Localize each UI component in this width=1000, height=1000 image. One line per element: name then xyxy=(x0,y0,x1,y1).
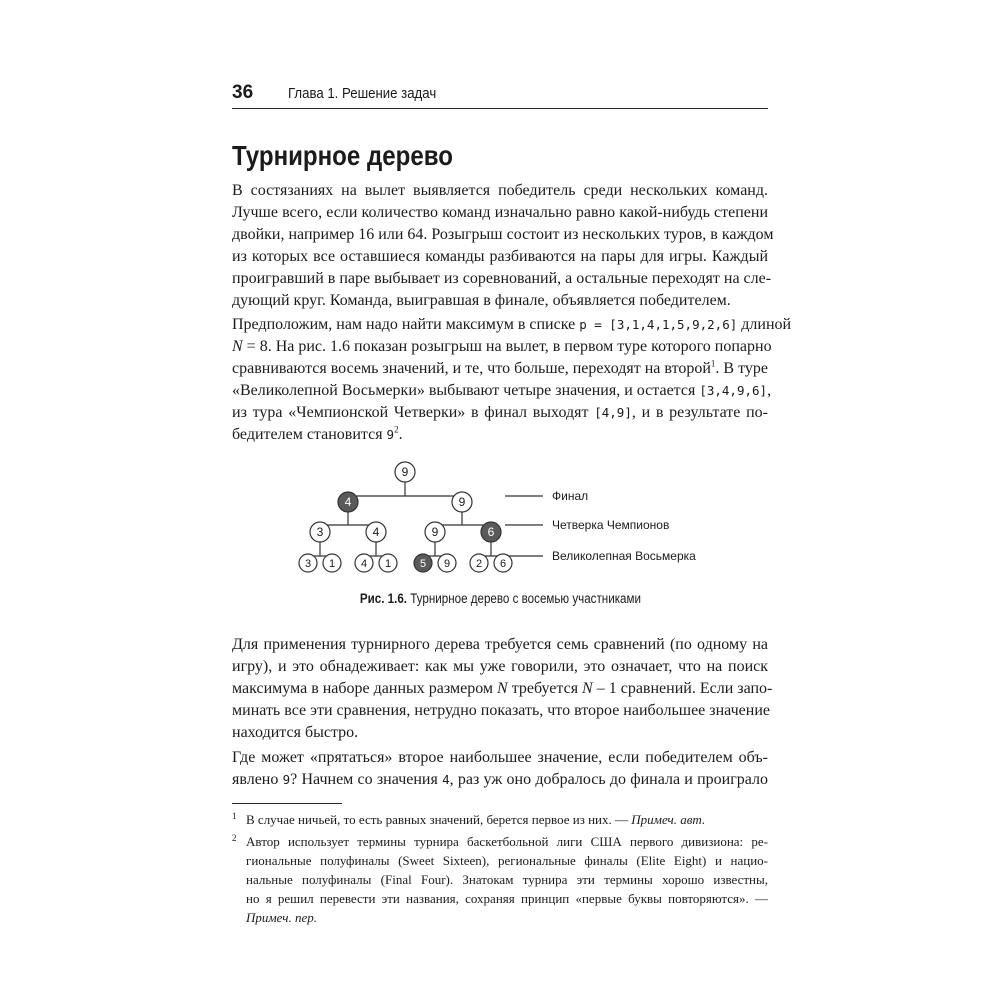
text-line: проигравший в паре выбывает из соревнований, а остальные переходят на сле- xyxy=(232,270,772,287)
caption-label: Рис. 1.6. xyxy=(359,591,407,606)
text-line: нальные полуфиналы (Final Four). Знатокам турнира эти термины хорошо известны, xyxy=(246,872,768,887)
text-line: из которых все оставшиеся команды разбиваются на пары для игры. Каждый xyxy=(232,248,768,265)
caption-text: Турнирное дерево с восемью участниками xyxy=(406,591,641,606)
node-semifinal xyxy=(452,492,472,512)
text-line: Автор использует термины турнира баскетбольной лиги США первого дивизиона: ре- xyxy=(246,834,768,849)
node-leaf xyxy=(355,554,373,572)
text-line: из тура «Чемпионской Четверки» в финал выходят [4,9], и в результате по- xyxy=(232,404,769,421)
node-value: 4 xyxy=(372,525,380,539)
text-line: В случае ничьей, то есть равных значений, берется первое из них. — Примеч. авт. xyxy=(246,812,706,827)
node-value: 3 xyxy=(316,525,324,539)
text-line: N = 8. На рис. 1.6 показан розыгрыш на вылет, в первом туре которого попарно xyxy=(232,338,772,355)
node-semifinal xyxy=(338,492,358,512)
node-quarter xyxy=(481,522,501,542)
code-inline: 9 xyxy=(282,772,291,787)
node-leaf xyxy=(470,554,488,572)
node-final xyxy=(395,462,415,482)
node-leaf xyxy=(414,554,432,572)
running-header xyxy=(232,82,768,109)
text-line: сравниваются восемь значений, и те, что больше, переходят на второй$^1$. В туре xyxy=(232,358,768,377)
code-inline: 4 xyxy=(442,772,450,787)
node-value: 9 xyxy=(401,465,409,479)
text-line: бедителем становится $9^2$. xyxy=(232,424,403,443)
code-inline: p = [3,1,4,1,5,9,2,6] xyxy=(579,317,738,332)
node-value: 2 xyxy=(475,558,483,570)
paragraph-4 xyxy=(232,747,768,791)
paragraph-1 xyxy=(232,180,774,312)
node-value: 9 xyxy=(431,525,439,539)
node-value: 3 xyxy=(304,558,312,570)
node-quarter xyxy=(366,522,386,542)
label-eight: Великолепная Восьмерка xyxy=(552,549,696,563)
text-line: гиональные полуфиналы (Sweet Sixteen), региональные финалы (Elite Eight) и нацио- xyxy=(246,853,768,868)
footnote-mark: 2 xyxy=(232,833,237,843)
text-line: Для применения турнирного дерева требуется семь сравнений (по одному на xyxy=(232,636,768,653)
node-leaf xyxy=(379,554,397,572)
tree-edges xyxy=(308,472,543,556)
text-line: Предположим, нам надо найти максимум в списке p = [3,1,4,1,5,9,2,6] длиной xyxy=(232,316,792,333)
node-value: 4 xyxy=(344,495,352,509)
node-value: 9 xyxy=(458,495,466,509)
section-title: Турнирное дерево xyxy=(232,140,453,171)
text-line: минать все эти сравнения, нетрудно показать, что второе наибольшее значение xyxy=(232,702,770,719)
node-leaf xyxy=(494,554,512,572)
chapter-title: Глава 1. Решение задач xyxy=(288,85,437,102)
label-final: Финал xyxy=(552,489,589,503)
node-value: 9 xyxy=(443,558,451,570)
text-line: В состязаниях на вылет выявляется победитель среди нескольких команд. xyxy=(232,182,768,199)
text-line: но я решил перевести эти названия, сохраняя принцип «первые буквы повторяются». — xyxy=(246,891,768,906)
text-line: Где может «прятаться» второе наибольшее значение, если победителем объ- xyxy=(232,749,768,766)
node-value: 5 xyxy=(419,558,427,570)
text-line: Примеч. пер. xyxy=(246,910,318,925)
node-leaf xyxy=(299,554,317,572)
page-number: 36 xyxy=(232,82,254,103)
node-value: 6 xyxy=(499,558,507,570)
node-leaf xyxy=(323,554,341,572)
paragraph-3 xyxy=(232,634,773,744)
text-line: явлено 9? Начнем со значения 4, раз уж оно добралось до финала и проиграло xyxy=(232,771,769,788)
figure-caption xyxy=(232,591,768,606)
node-value: 1 xyxy=(384,558,392,570)
text-line: «Великолепной Восьмерки» выбывают четыре значения, и остается [3,4,9,6], xyxy=(232,382,772,399)
footnote-1 xyxy=(232,810,768,830)
text-line: игру), и это обнадеживает: как мы уже говорили, это означает, что на поиск xyxy=(232,658,768,675)
node-value: 4 xyxy=(360,558,368,570)
footnote-ref: 2 xyxy=(394,424,399,435)
text-line: дующий круг. Команда, выигравшая в финале, объявляется победителем. xyxy=(232,292,731,309)
node-value: 1 xyxy=(328,558,336,570)
code-inline: [3,4,9,6] xyxy=(699,383,768,398)
tournament-tree-figure xyxy=(280,455,720,585)
footnote-ref: 1 xyxy=(710,358,716,369)
code-inline: [4,9] xyxy=(594,405,632,420)
code-inline: 9 xyxy=(386,427,395,442)
text-line: находится быстро. xyxy=(232,724,359,741)
node-quarter xyxy=(310,522,330,542)
node-quarter xyxy=(425,522,445,542)
paragraph-2 xyxy=(232,314,792,446)
label-four: Четверка Чемпионов xyxy=(552,518,670,532)
node-leaf xyxy=(438,554,456,572)
tree-nodes xyxy=(299,462,512,572)
node-value: 6 xyxy=(487,525,495,539)
text-line: двойки, например 16 или 64. Розыгрыш состоит из нескольких туров, в каждом xyxy=(232,226,774,243)
text-line: максимума в наборе данных размером N требуется N – 1 сравнений. Если запо- xyxy=(232,680,773,697)
footnote-mark: 1 xyxy=(232,811,237,821)
footnote-divider xyxy=(232,803,342,804)
text-line: Лучше всего, если количество команд изначально равно какой-нибудь степени xyxy=(232,204,768,221)
footnote-2 xyxy=(232,832,768,932)
